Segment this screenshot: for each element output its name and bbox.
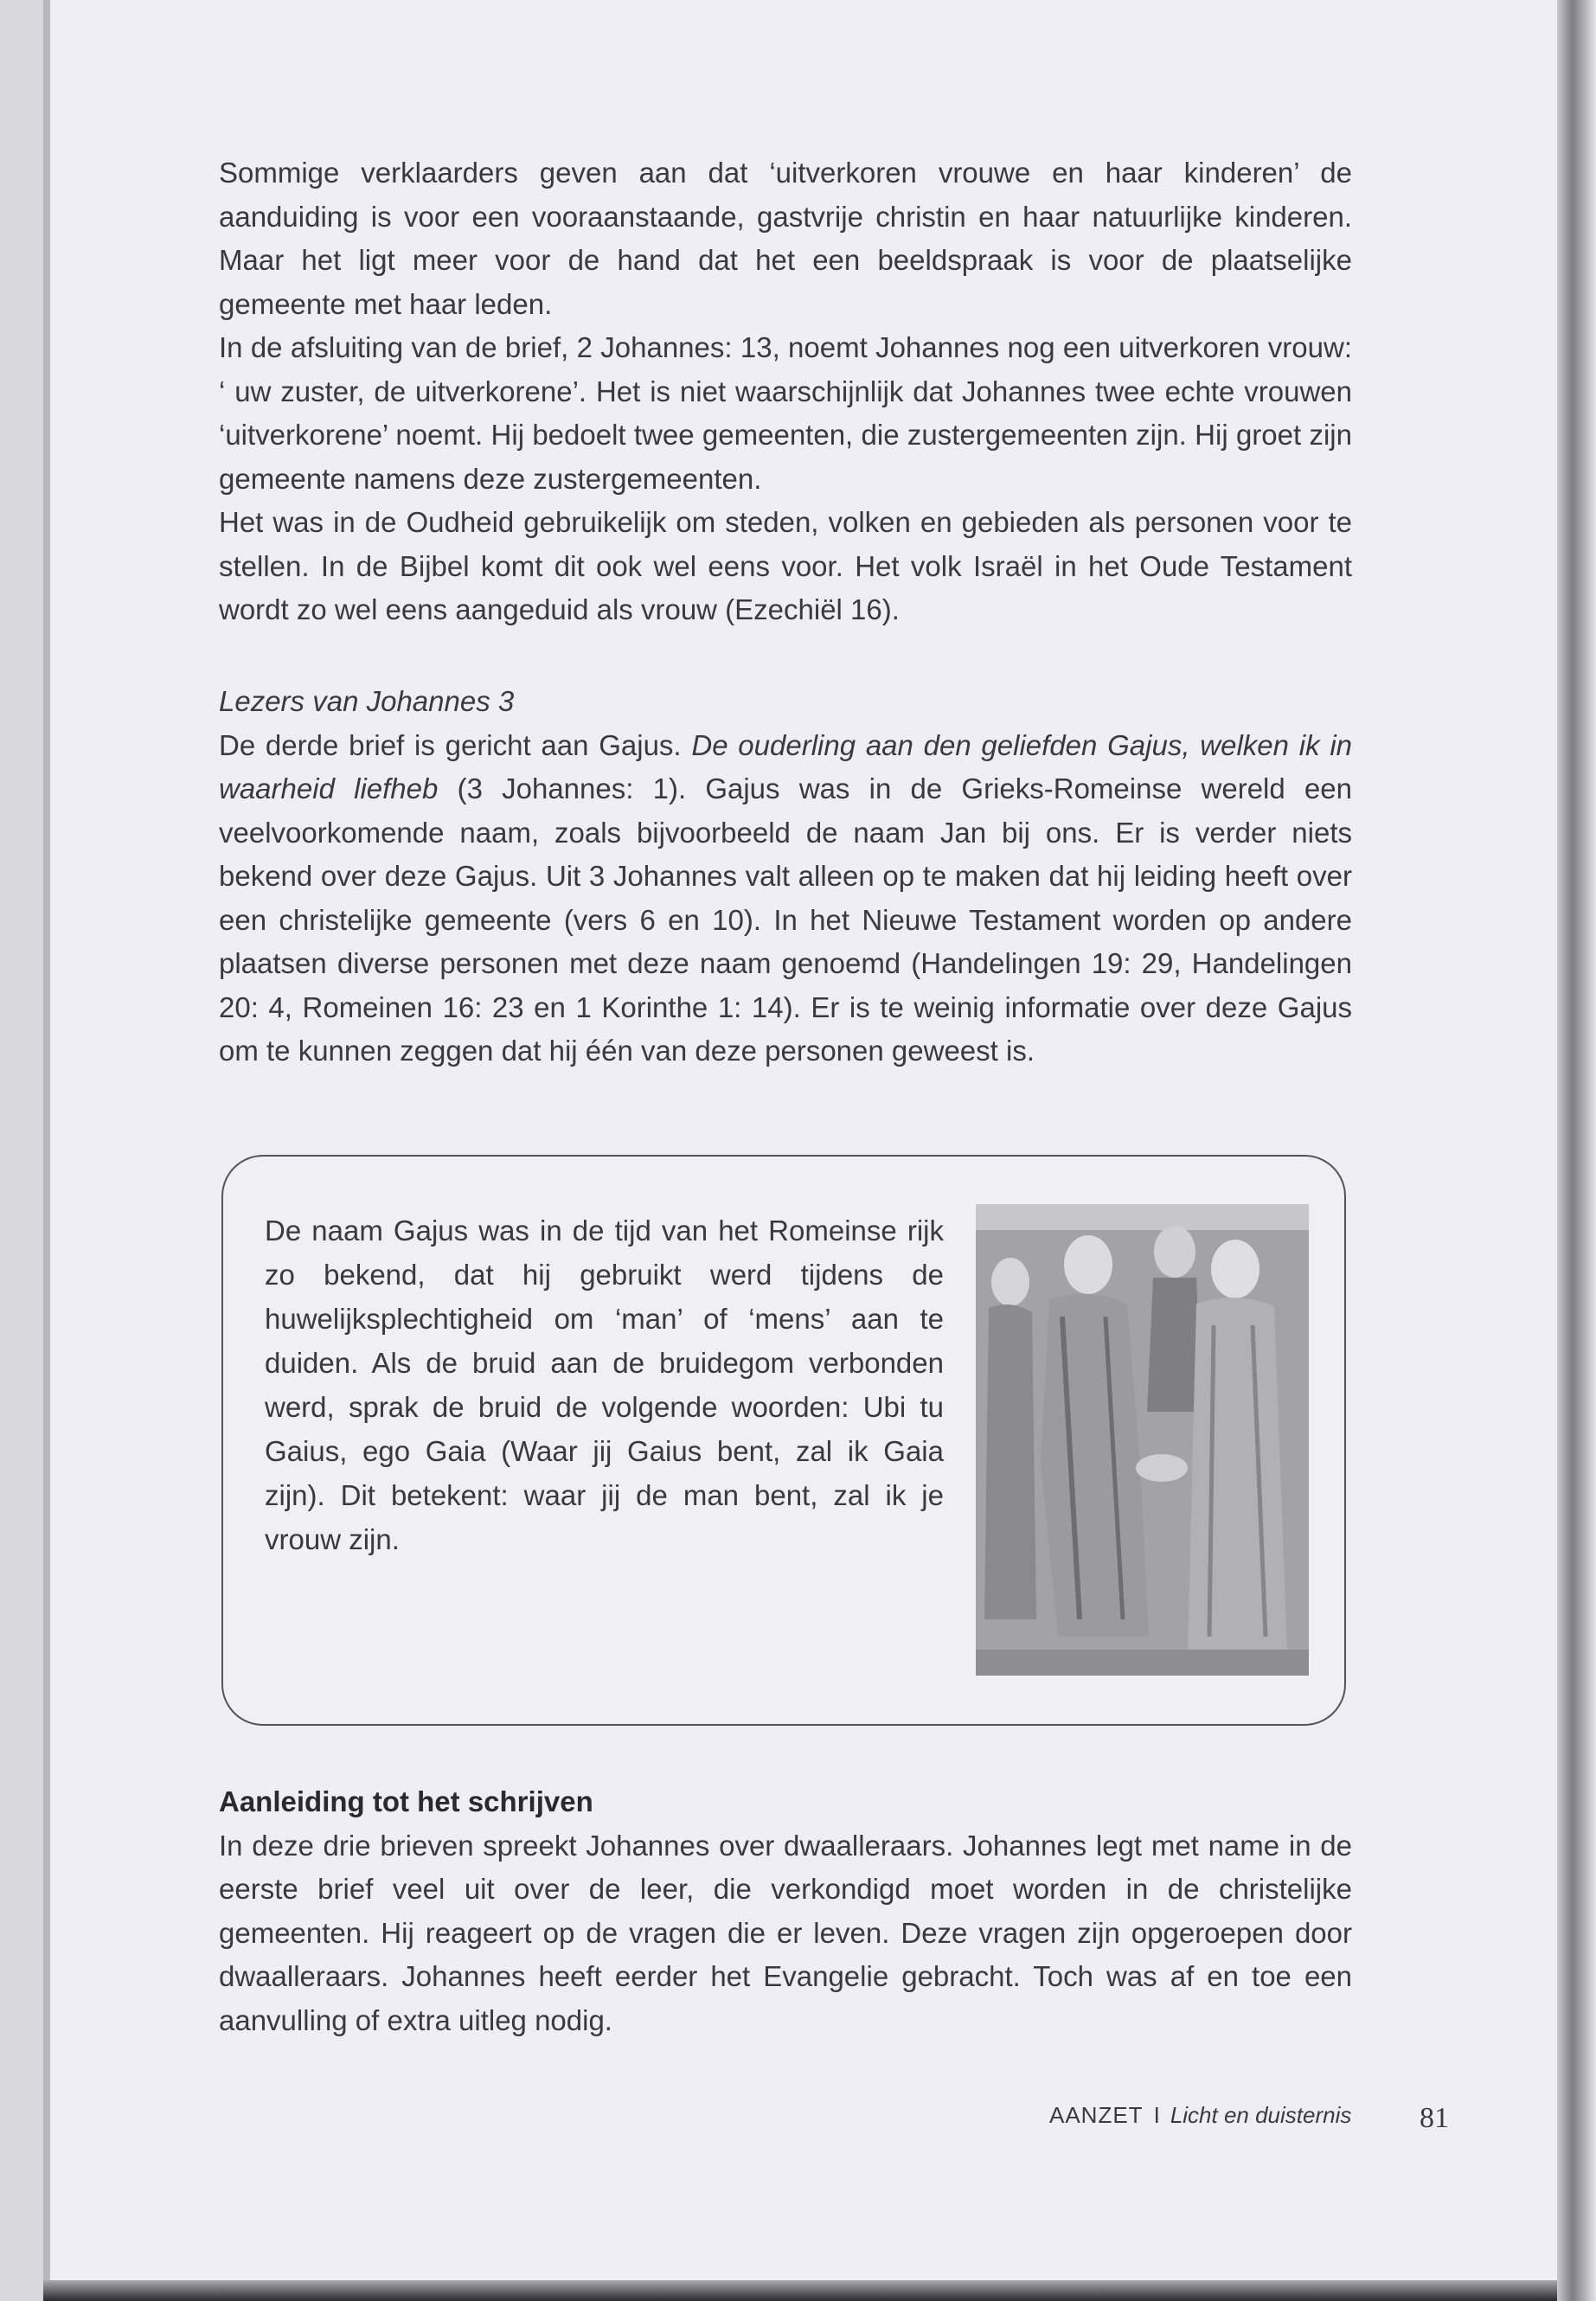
johannes3-heading: Lezers van Johannes 3 <box>219 685 515 717</box>
johannes3-lead: De derde brief is gericht aan Gajus. <box>219 728 692 761</box>
footer-subtitle: Licht en duisternis <box>1170 2102 1352 2128</box>
johannes3-rest: (3 Johannes: 1). Gajus was in de Grieks-Romeinse wereld een veelvoorkomende naam, zoals bijvoorbeeld de naam Jan bij ons. Er is verder niets bekend over deze Gajus. Uit 3 Johannes valt alleen op te maken dat hij leiding heeft over een christelijke gemeente (vers 6 en 10). In het Nieuwe Testament worden op andere plaatsen diverse personen met deze naam genoemd (Handelingen 19: 29, Handelingen 20: 4, Romeinen 16: 23 en 1 Korinthe 1: 14). Er is te weinig informatie over deze Gajus om te kunnen zeggen dat hij één van deze personen geweest is. <box>219 772 1352 1067</box>
info-box <box>221 1155 1346 1726</box>
book-edge-bottom <box>43 2280 1557 2301</box>
footer-brand: AANZET <box>1049 2102 1144 2128</box>
johannes3-quote: De ouderling aan den geliefden Gajus, welken ik in waarheid liefheb <box>219 728 1353 804</box>
aanleiding-section <box>219 1780 1352 2042</box>
johannes3-paragraph <box>219 724 1352 1074</box>
roman-marriage-relief-image <box>976 1204 1309 1676</box>
johannes3-section <box>219 680 1352 1074</box>
aanleiding-paragraph: In deze drie brieven spreekt Johannes over dwaalleraars. Johannes legt met name in de eerste brief veel uit over de leer, die verkondigd moet worden in de christelijke gemeenten. Hij reageert op de vragen die er leven. Deze vragen zijn opgeroepen door dwaalleraars. Johannes heeft eerder het Evangelie gebracht. Toch was af en toe een aanvulling of extra uitleg nodig. <box>219 1829 1352 2036</box>
page-footer <box>1049 2102 1465 2134</box>
footer-separator: I <box>1153 2102 1160 2128</box>
page-number: 81 <box>1420 2102 1449 2134</box>
relief-figures-illustration <box>976 1204 1309 1676</box>
book-page <box>43 0 1557 2284</box>
intro-section <box>219 151 1352 632</box>
aanleiding-heading: Aanleiding tot het schrijven <box>219 1785 593 1817</box>
intro-paragraph-2: In de afsluiting van de brief, 2 Johannes: 13, noemt Johannes nog een uitverkoren vrouw: ‘ uw zuster, de uitverkorene’. Het is niet waarschijnlijk dat Johannes twee echte vrouwen ‘uitverkorene’ noemt. Hij bedoelt twee gemeenten, die zustergemeenten zijn. Hij groet zijn gemeente namens deze zustergemeenten. <box>219 331 1352 495</box>
intro-paragraph-1: Sommige verklaarders geven aan dat ‘uitverkoren vrouwe en haar kinderen’ de aanduiding is voor een vooraanstaande, gastvrije christin en haar natuurlijke kinderen. Maar het ligt meer voor de hand dat het een beeldspraak is voor de plaatselijke gemeente met haar leden. <box>219 157 1352 320</box>
intro-paragraph-3: Het was in de Oudheid gebruikelijk om steden, volken en gebieden als personen voor te stellen. In de Bijbel komt dit ook wel eens voor. Het volk Israël in het Oude Testament wordt zo wel eens aangeduid als vrouw (Ezechiël 16). <box>219 506 1352 625</box>
info-box-text: De naam Gajus was in de tijd van het Romeinse rijk zo bekend, dat hij gebruikt werd tijdens de huwelijksplechtigheid om ‘man’ of ‘mens’ aan te duiden. Als de bruid aan de bruidegom verbonden werd, sprak de bruid de volgende woorden: Ubi tu Gaius, ego Gaia (Waar jij Gaius bent, zal ik Gaia zijn). Dit betekent: waar jij de man bent, zal ik je vrouw zijn. <box>265 1215 944 1555</box>
book-edge-right <box>1557 0 1596 2301</box>
